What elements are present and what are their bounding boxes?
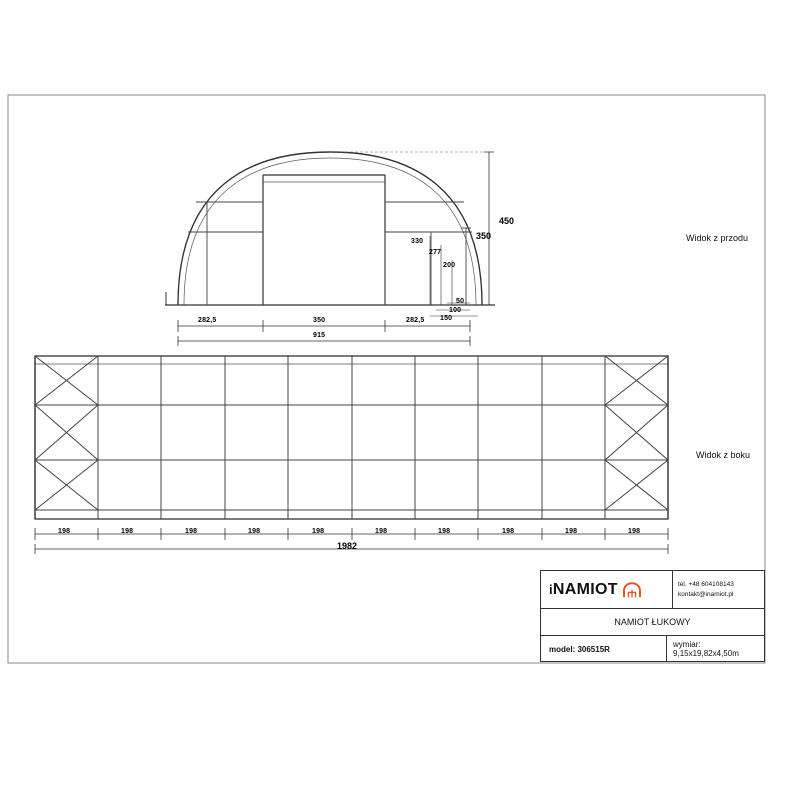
dim-label-50: 50	[456, 298, 465, 305]
dim-label-side-bay-2: 198	[121, 528, 134, 535]
dim-label-side-bay-3: 198	[185, 528, 198, 535]
brand-text	[549, 581, 618, 599]
dim-label-200: 200	[443, 262, 456, 269]
dim-label-bay-left: 282,5	[198, 317, 217, 324]
dim-label-height-wall: 350	[476, 231, 492, 241]
title-block-spec-row	[541, 636, 764, 662]
dim-label-side-bay-10: 198	[628, 528, 641, 535]
title-block	[540, 570, 765, 662]
contact-info	[673, 580, 734, 600]
contact-email: kontakt@inamiot.pl	[678, 590, 734, 598]
side-view-title: Widok z boku	[696, 450, 751, 460]
dim-label-height-total: 450	[499, 216, 515, 226]
contact-phone: tel. +48 604108143	[678, 580, 734, 588]
brand-prefix: i	[549, 581, 553, 597]
arch-tent-icon	[622, 582, 642, 598]
dim-label-side-bay-4: 198	[248, 528, 261, 535]
dim-label-bay-right: 282,5	[406, 317, 425, 324]
dim-label-150: 150	[440, 315, 453, 322]
model-label: model: 306515R	[541, 636, 667, 662]
dim-label-side-bay-5: 198	[312, 528, 325, 535]
dim-label-total-length: 1982	[337, 541, 358, 551]
dim-label-side-bay-8: 198	[502, 528, 515, 535]
dim-label-bay-center: 350	[313, 317, 326, 324]
dim-label-330: 330	[411, 238, 424, 245]
brand-name: NAMIOT	[552, 580, 618, 598]
dim-label-277: 277	[429, 249, 442, 256]
product-name: NAMIOT ŁUKOWY	[541, 609, 764, 636]
dim-label-side-bay-7: 198	[438, 528, 451, 535]
dim-label-side-bay-9: 198	[565, 528, 578, 535]
dim-label-side-bay-6: 198	[375, 528, 388, 535]
brand-logo	[541, 571, 673, 608]
dim-label-side-bay-1: 198	[58, 528, 71, 535]
size-label: wymiar: 9,15x19,82x4,50m	[673, 640, 739, 658]
front-view-title: Widok z przodu	[686, 233, 749, 243]
dim-label-100: 100	[449, 307, 462, 314]
dim-label-total-width: 915	[313, 332, 326, 339]
title-block-brand-row	[541, 571, 764, 609]
